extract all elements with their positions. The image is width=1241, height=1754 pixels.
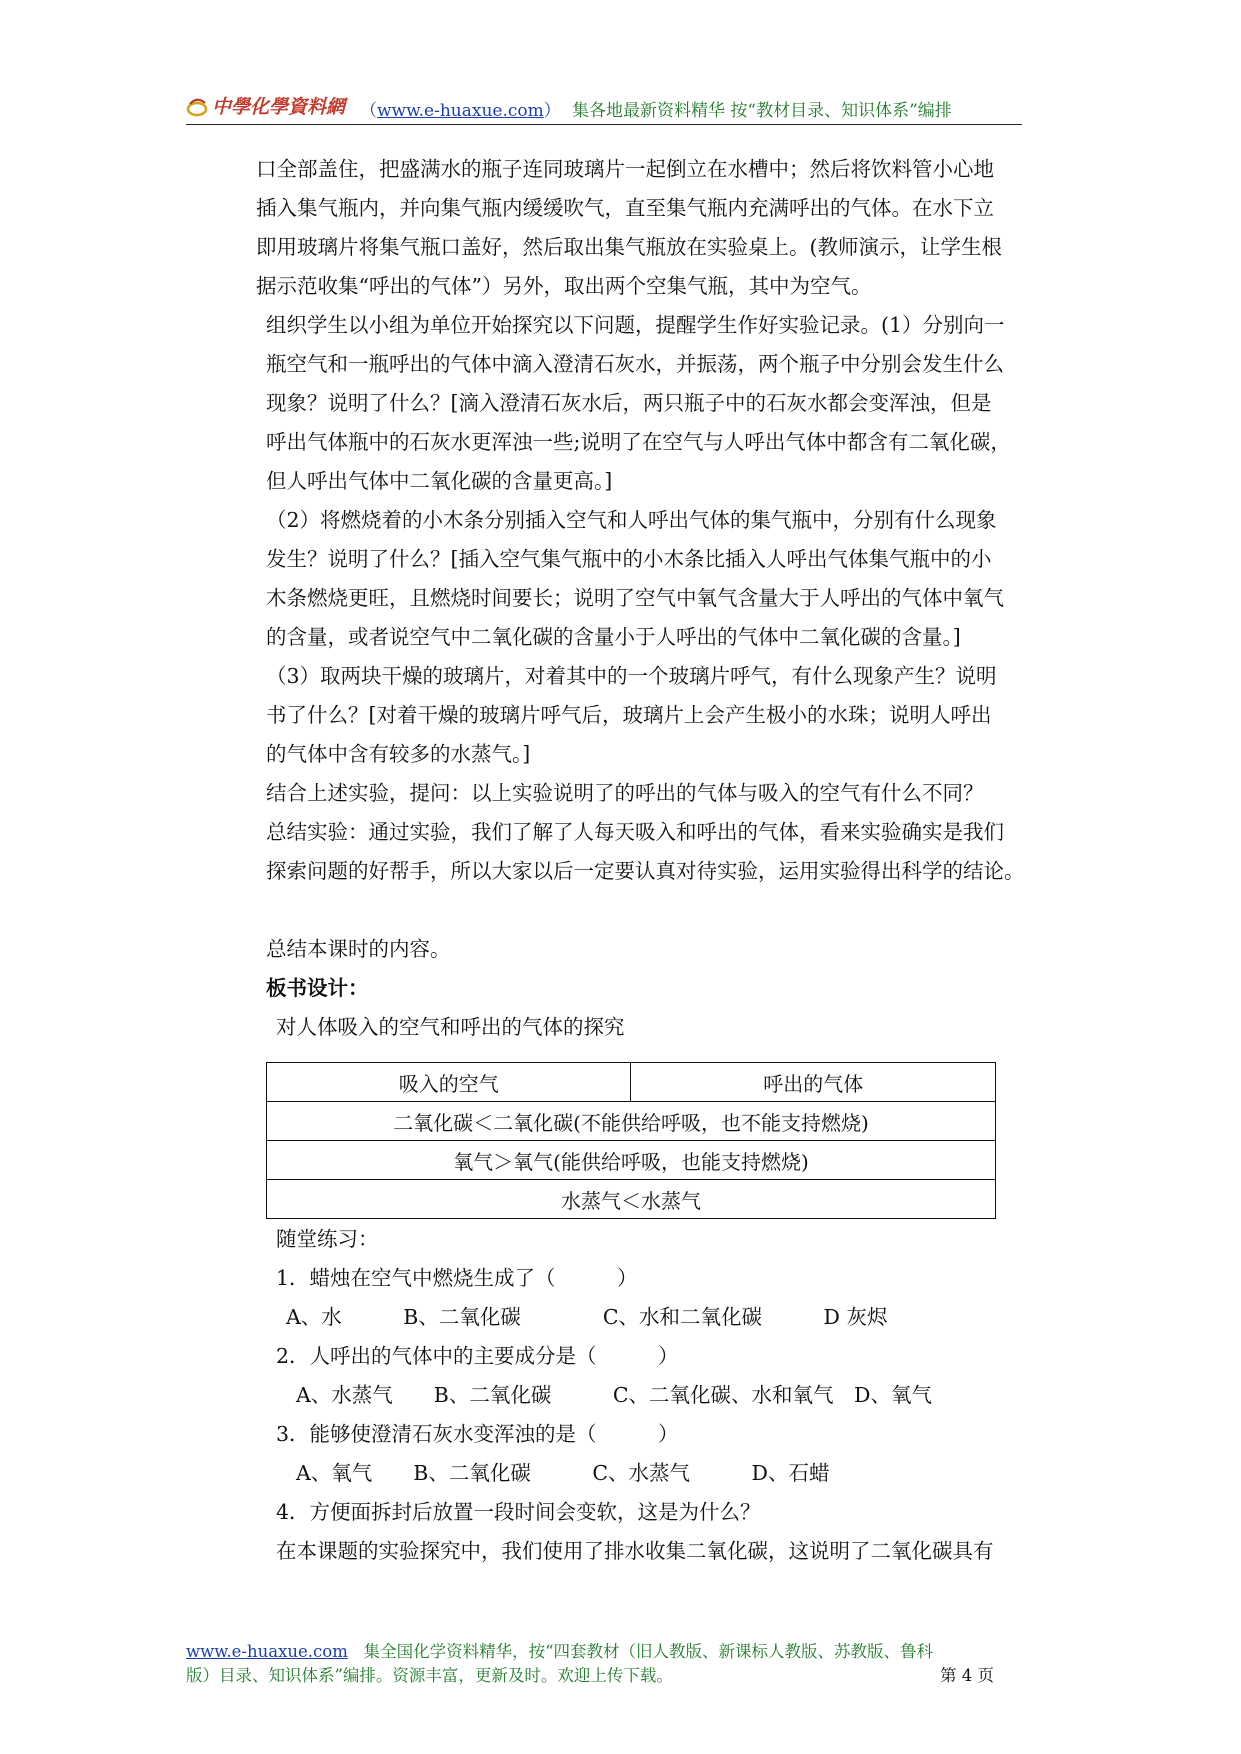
body-line: 总结实验：通过实验，我们了解了人每天吸入和呼出的气体，看来实验确实是我们 [266, 820, 1004, 844]
table-row [267, 1102, 996, 1141]
board-design-table [266, 1062, 996, 1219]
body-line: 组织学生以小组为单位开始探究以下问题，提醒学生作好实验记录。(1）分别向一 [266, 313, 1005, 337]
question-2: 2．人呼出的气体中的主要成分是（ ） [276, 1344, 679, 1368]
exercises-title: 随堂练习： [276, 1227, 379, 1251]
body-line: （2）将燃烧着的小木条分别插入空气和人呼出气体的集气瓶中，分别有什么现象 [266, 508, 997, 532]
body-line: 呼出气体瓶中的石灰水更浑浊一些;说明了在空气与人呼出气体中都含有二氧化碳， [266, 430, 1011, 454]
footer-line-2: 版）目录、知识体系”编排。资源丰富，更新及时。欢迎上传下载。 [186, 1666, 673, 1685]
footer-line-1 [186, 1640, 1022, 1664]
question-1: 1．蜡烛在空气中燃烧生成了（ ） [276, 1266, 638, 1290]
summary-line: 总结本课时的内容。 [266, 937, 451, 961]
table-row [267, 1180, 996, 1219]
body-line: 但人呼出气体中二氧化碳的含量更高。] [266, 469, 613, 493]
site-url[interactable]: www.e-huaxue.com [377, 101, 544, 121]
row-water-vapor: 水蒸气＜水蒸气 [267, 1180, 996, 1219]
body-line: （3）取两块干燥的玻璃片，对着其中的一个玻璃片呼气，有什么现象产生？说明 [266, 664, 997, 688]
header-slogan: 集各地最新资料精华 按“教材目录、知识体系”编排 [572, 101, 952, 121]
page-header [186, 92, 1022, 122]
question-3-options: A、氧气 B、二氧化碳 C、水蒸气 D、石蜡 [296, 1461, 830, 1485]
header-inhaled-air: 吸入的空气 [267, 1063, 631, 1102]
site-logo[interactable] [186, 92, 345, 119]
question-4: 4．方便面拆封后放置一段时间会变软，这是为什么？ [276, 1500, 761, 1524]
body-line: 即用玻璃片将集气瓶口盖好，然后取出集气瓶放在实验桌上。(教师演示，让学生根 [256, 235, 1002, 259]
link-paren-close: ） [543, 101, 561, 121]
document-body [256, 150, 1056, 1047]
body-line: 的含量，或者说空气中二氧化碳的含量小于人呼出的气体中二氧化碳的含量。] [266, 625, 961, 649]
table-row [267, 1141, 996, 1180]
body-line: 探索问题的好帮手，所以大家以后一定要认真对待实验，运用实验得出科学的结论。 [266, 859, 1025, 883]
question-2-options: A、水蒸气 B、二氧化碳 C、二氧化碳、水和氧气 D、氧气 [296, 1383, 932, 1407]
body-line: 发生？说明了什么？[插入空气集气瓶中的小木条比插入人呼出气体集气瓶中的小 [266, 547, 992, 571]
body-line: 结合上述实验，提问：以上实验说明了的呼出的气体与吸入的空气有什么不同？ [266, 781, 984, 805]
question-1-options: A、水 B、二氧化碳 C、水和二氧化碳 D 灰烬 [286, 1305, 888, 1329]
body-line: 书了什么？[对着干燥的玻璃片呼气后，玻璃片上会产生极小的水珠；说明人呼出 [266, 703, 992, 727]
body-line: 瓶空气和一瓶呼出的气体中滴入澄清石灰水，并振荡，两个瓶子中分别会发生什么 [266, 352, 1004, 376]
footer-text-1: 集全国化学资料精华，按“四套教材（旧人教版、新课标人教版、苏教版、鲁科 [363, 1642, 934, 1661]
board-design-heading: 板书设计： [266, 976, 369, 1000]
board-subtitle: 对人体吸入的空气和呼出的气体的探究 [276, 1015, 625, 1039]
body-line: 现象？说明了什么？[滴入澄清石灰水后，两只瓶子中的石灰水都会变浑浊，但是 [266, 391, 992, 415]
row-co2: 二氧化碳＜二氧化碳(不能供给呼吸，也不能支持燃烧) [267, 1102, 996, 1141]
row-oxygen: 氧气＞氧气(能供给呼吸，也能支持燃烧) [267, 1141, 996, 1180]
site-link[interactable] [360, 96, 561, 121]
body-line: 插入集气瓶内，并向集气瓶内缓缓吹气，直至集气瓶内充满呼出的气体。在水下立 [256, 196, 994, 220]
logo-text: 中學化學資料網 [212, 96, 346, 118]
footer-link[interactable]: www.e-huaxue.com [186, 1642, 348, 1661]
question-3: 3．能够使澄清石灰水变浑浊的是（ ） [276, 1422, 679, 1446]
table-header-row [267, 1063, 996, 1102]
flask-logo-icon [186, 95, 210, 117]
link-paren-open: （ [360, 101, 377, 121]
header-exhaled-gas: 呼出的气体 [631, 1063, 996, 1102]
closing-line: 在本课题的实验探究中，我们使用了排水收集二氧化碳，这说明了二氧化碳具有 [276, 1539, 994, 1563]
exercises-section [256, 1220, 1056, 1571]
body-line: 的气体中含有较多的水蒸气。] [266, 742, 531, 766]
body-line: 木条燃烧更旺，且燃烧时间要长；说明了空气中氧气含量大于人呼出的气体中氧气 [266, 586, 1004, 610]
page-number: 第 4 页 [940, 1666, 994, 1685]
body-line: 口全部盖住，把盛满水的瓶子连同玻璃片一起倒立在水槽中；然后将饮料管小心地 [256, 157, 994, 181]
header-divider [186, 124, 1022, 125]
body-line: 据示范收集“呼出的气体”）另外，取出两个空集气瓶，其中为空气。 [256, 274, 872, 298]
page-footer [186, 1640, 1022, 1688]
